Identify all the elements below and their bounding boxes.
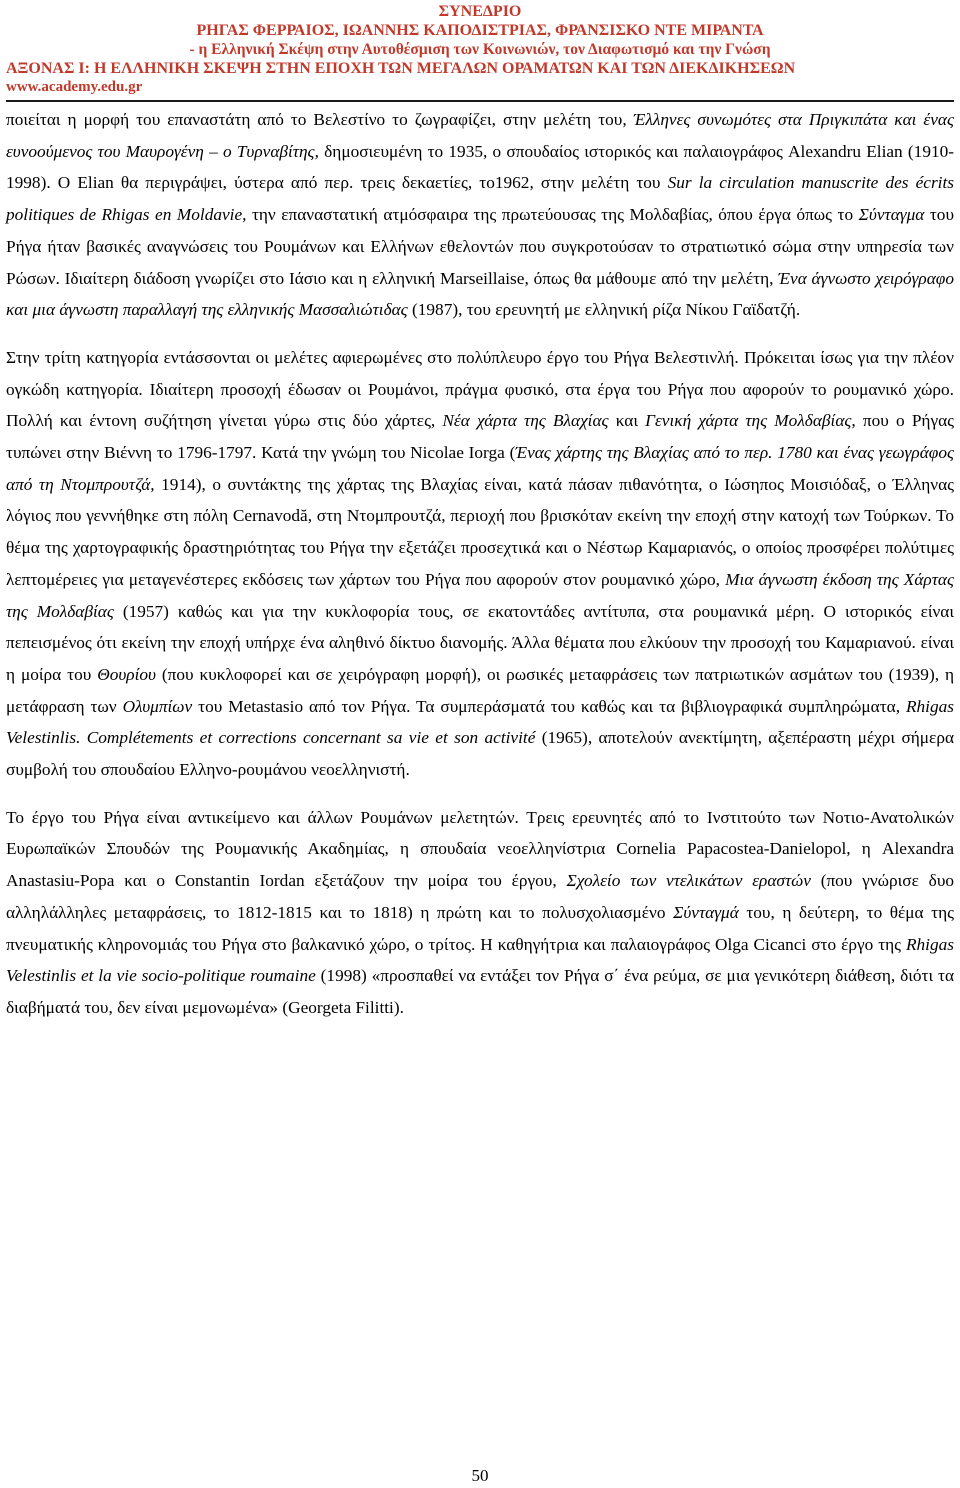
italic-title: Rhigas Velestinlis et la vie socio-politique roumaine [6,934,954,986]
italic-title: Rhigas Velestinlis. Complétements et corrections concernant sa vie et son activité [6,696,954,748]
header-url-link[interactable]: www.academy.edu.gr [6,79,143,95]
paragraph-3: Το έργο του Ρήγα είναι αντικείμενο και άλλων Ρουμάνων μελετητών. Τρεις ερευνητές από το Ινστιτούτο των Νοτιο-Ανατολικών Ευρωπαϊκών Σπουδών της Ρουμανικής Ακαδημίας, η σπουδαία νεοελληνίστρια Cornelia Papacostea-Danielopol, η Alexandra Anastasiu-Popa και ο Constantin Iordan εξετάζουν την μοίρα του έργου, Σχολείο των ντελικάτων εραστών (που γνώρισε δυο αλληλάλληλες μεταφράσεις, το 1812-1815 και το 1818) η πρώτη και το πολυσχολιασμένο Σύνταγμά του, η δεύτερη, το θέμα της πνευματικής κληρονομιάς του Ρήγα στο βαλκανικό χώρο, ο τρίτος. Η καθηγήτρια και παλαιογράφος Olga Cicanci στο έργο της Rhigas Velestinlis et la vie socio-politique roumaine (1998) «προσπαθεί να εντάξει τον Ρήγα σ΄ ένα ρεύμα, σε μια γενικότερη διάθεση, διότι τα διαβήματά του, δεν είναι μεμονωμένα» (Georgeta Filitti). [6,807,955,1017]
italic-title: Sur la circulation manuscrite des écrits politiques de Rhigas en Moldavie, [6,173,954,225]
page-number: 50 [471,1466,489,1485]
italic-title: Σύνταγμά [673,902,739,922]
header-axis-title: ΑΞΟΝΑΣ Ι: Η ΕΛΛΗΝΙΚΗ ΣΚΕΨΗ ΣΤΗΝ ΕΠΟΧΗ ΤΩΝ ΜΕΓΑΛΩΝ ΟΡΑΜΑΤΩΝ ΚΑΙ ΤΩΝ ΔΙΕΚΔΙΚΗΣΕΩΝ [6,60,796,77]
italic-title: Θουρίου [97,664,156,684]
italic-title: Νέα χάρτα της Βλαχίας [442,411,609,431]
italic-title: Ολυμπίων [122,696,193,716]
header-conference-names: ΡΗΓΑΣ ΦΕΡΡΑΙΟΣ, ΙΩΑΝΝΗΣ ΚΑΠΟΔΙΣΤΡΙΑΣ, ΦΡΑΝΣΙΣΚΟ ΝΤΕ ΜΙΡΑΝΤΑ [196,22,764,39]
page-header [0,2,960,97]
italic-title: Έλληνες συνωμότες στα Πριγκιπάτα και ένας ευνοούμενος του Μαυρογένη – ο Τυρναβίτης, [6,110,954,161]
paragraph-2: Στην τρίτη κατηγορία εντάσσονται οι μελέτες αφιερωμένες στο πολύπλευρο έργο του Ρήγα Βελεστινλή. Πρόκειται ίσως για την πλέον ογκώδη κατηγορία. Ιδιαίτερη προσοχή έδωσαν οι Ρουμάνοι, πράγμα φυσικό, στα έργα του Ρήγα που αφορούν το ρουμανικό χώρο. Πολλή και έντονη συζήτηση γίνεται γύρω στις δύο χάρτες, Νέα χάρτα της Βλαχίας και Γενική χάρτα της Μολδαβίας, που ο Ρήγας τυπώνει στην Βιέννη το 1796-1797. Κατά την γνώμη του Nicolae Iorga (Ένας χάρτης της Βλαχίας από το περ. 1780 και ένας γεωγράφος από τη Ντομπρουτζά, 1914), ο συντάκτης της χάρτας της Βλαχίας είναι, κατά πάσαν πιθανότητα, ο Ιώσηπος Μοισιόδαξ, ο Έλληνας λόγιος που γεννήθηκε στη πόλη Cernavodă, στη Ντομπρουτζά, περιοχή που βρισκόταν εκείνη την εποχή στην κατοχή των Τούρκων. Το θέμα της χαρτογραφικής δραστηριότητας του Ρήγα την εξετάζει προσεχτικά και ο Νέστωρ Καμαριανός, ο οποίος προσφέρει πολύτιμες λεπτομέρειες για μεταγενέστερες εκδόσεις των χάρτων του Ρήγα που αφορούν στον ρουμανικό χώρο, Μια άγνωστη έκδοση της Χάρτας της Μολδαβίας (1957) καθώς και για την κυκλοφορία τους, σε εκατοντάδες αντίτυπα, στα ρουμανικά μέρη. Ο ιστορικός είναι πεπεισμένος ότι εκείνη την εποχή υπήρχε ένα αληθινό δίκτυο διανομής. Άλλα θέματα που ελκύουν την προσοχή του Καμαριανού. είναι η μοίρα του Θουρίου (που κυκλοφορεί και σε χειρόγραφη μορφή), οι ρωσικές μεταφράσεις των πατριωτικών ασμάτων του (1939), η μετάφραση των Ολυμπίων του Metastasio από τον Ρήγα. Τα συμπεράσματά του καθώς και τα βιβλιογραφικά συμπληρώματα, Rhigas Velestinlis. Complétements et corrections concernant sa vie et son activité (1965), αποτελούν ανεκτίμητη, αξεπέραστη μέχρι σήμερα συμβολή του σπουδαίου Ελληνο-ρουμάνου νεοελληνιστή. [6,347,954,780]
document-body [6,104,954,1024]
italic-title: Γενική χάρτα της Μολδαβίας [645,411,852,431]
paragraph-1: ποιείται η μορφή του επαναστάτη από το Βελεστίνο το ζωγραφίζει, στην μελέτη του, Έλληνες συνωμότες στα Πριγκιπάτα και ένας ευνοούμενος του Μαυρογένη – ο Τυρναβίτης, δημοσιευμένη το 1935, ο σπουδαίος ιστορικός και παλαιογράφος Alexandru Elian (1910-1998). Ο Elian θα περιγράψει, ύστερα από περ. τρεις δεκαετίες, το1962, στην μελέτη του Sur la circulation manuscrite des écrits politiques de Rhigas en Moldavie, την επαναστατική ατμόσφαιρα της πρωτεύουσας της Μολδαβίας, όπου έργα όπως το Σύνταγμα του Ρήγα ήταν βασικές αναγνώσεις του Ρουμάνων και Ελλήνων εθελοντών που συγκροτούσαν το στρατιωτικό σώμα στην υπηρεσία των Ρώσων. Ιδιαίτερη διάδοση γνωρίζει στο Ιάσιο και η ελληνική Marseillaise, όπως θα μάθουμε από την μελέτη, Ένα άγνωστο χειρόγραφο και μια άγνωστη παραλλαγή της ελληνικής Μασσαλιώτιδας (1987), του ερευνητή με ελληνική ρίζα Νίκου Γαϊδατζή. [6,110,955,320]
header-conference-subtitle: - η Ελληνική Σκέψη στην Αυτοθέσμιση των Κοινωνιών, τον Διαφωτισμό και την Γνώση [189,41,771,58]
italic-title: Σύνταγμα [858,205,925,225]
italic-title: Μια άγνωστη έκδοση της Χάρτας της Μολδαβίας [6,569,954,621]
header-divider [6,100,954,102]
header-conference-title: ΣΥΝΕΔΡΙΟ [438,3,522,20]
italic-title: Ένας χάρτης της Βλαχίας από το περ. 1780 και ένας γεωγράφος από τη Ντομπρουτζά, [6,443,954,494]
italic-title: Σχολείο των ντελικάτων εραστών [566,871,811,891]
italic-title: Ένα άγνωστο χειρόγραφο και μια άγνωστη παραλλαγή της ελληνικής Μασσαλιώτιδας [6,268,954,320]
